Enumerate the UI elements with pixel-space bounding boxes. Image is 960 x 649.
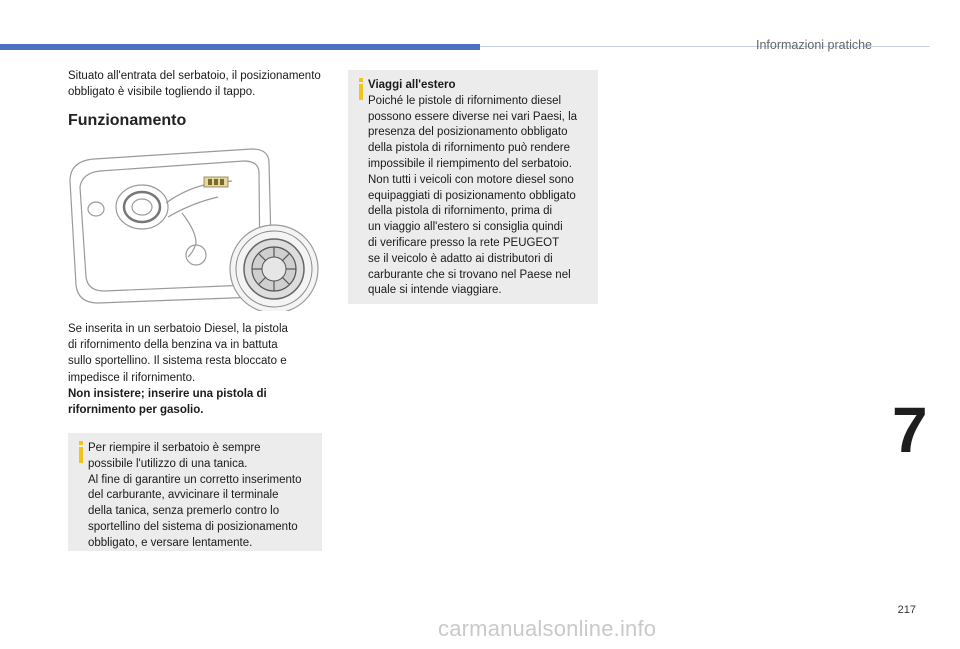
info-icon <box>74 441 88 463</box>
misfuel-device-detail <box>230 225 318 311</box>
note-line: Non tutti i veicoli con motore diesel sono <box>368 173 574 186</box>
watermark: carmanualsonline.info <box>438 616 657 641</box>
body-line: impedisce il rifornimento. <box>68 371 196 384</box>
note-line: Per riempire il serbatoio è sempre <box>88 442 261 454</box>
header-accent-bar <box>0 44 480 50</box>
body-paragraph <box>68 321 330 418</box>
tether-ring <box>186 245 206 265</box>
note-line: obbligato, e versare lentamente. <box>88 536 253 549</box>
page-number: 217 <box>897 604 916 616</box>
note-line: presenza del posizionamento obbligato <box>368 126 568 139</box>
warning-line: rifornimento per gasolio. <box>68 404 204 417</box>
note-line: possibile l'utilizzo di una tanica. <box>88 457 248 470</box>
note-line: del carburante, avvicinare il terminale <box>88 489 279 502</box>
note-line: equipaggiati di posizionamento obbligato <box>368 189 576 202</box>
body-line: sullo sportellino. Il sistema resta bloccato e <box>68 355 287 368</box>
note-title: Viaggi all'estero <box>368 79 456 91</box>
note-line: di verificare presso la rete PEUGEOT <box>368 236 560 249</box>
small-cap <box>88 202 104 216</box>
body-line: di rifornimento della benzina va in battuta <box>68 339 278 352</box>
note-line: della pistola di rifornimento, prima di <box>368 205 553 218</box>
note-line: sportellino del sistema di posizionamento <box>88 520 298 533</box>
misfuel-label <box>204 177 228 187</box>
note-line: quale si intende viaggiare. <box>368 284 502 297</box>
section-heading: Funzionamento <box>68 112 187 129</box>
note-line: Poiché le pistole di rifornimento diesel <box>368 94 562 107</box>
intro-paragraph: Situato all'entrata del serbatoio, il posizionamento obbligato è visibile togliendo il tappo. <box>68 70 321 99</box>
note-line: impossibile il riempimento del serbatoio. <box>368 157 572 170</box>
jerrycan-note <box>68 433 322 551</box>
travel-abroad-note <box>348 70 598 304</box>
section-title: Informazioni pratiche <box>755 38 872 52</box>
cap-tether <box>182 213 196 257</box>
note-line: Al fine di garantire un corretto inserimento <box>88 473 302 486</box>
note-line: della tanica, senza premerlo contro lo <box>88 505 280 518</box>
info-icon <box>354 78 368 100</box>
warning-line: Non insistere; inserire una pistola di <box>68 387 267 400</box>
note-line: un viaggio all'estero si consiglia quindi <box>368 221 563 234</box>
note-line: carburante che si trovano nel Paese nel <box>368 268 571 281</box>
chapter-number: 7 <box>892 394 928 466</box>
note-line: della pistola di rifornimento può rendere <box>368 142 571 155</box>
note-line: se il veicolo è adatto ai distributori di <box>368 252 553 265</box>
note-line: possono essere diverse nei vari Paesi, la <box>368 110 578 123</box>
fuel-filler-illustration <box>64 143 336 311</box>
body-line: Se inserita in un serbatoio Diesel, la pistola <box>68 323 288 335</box>
